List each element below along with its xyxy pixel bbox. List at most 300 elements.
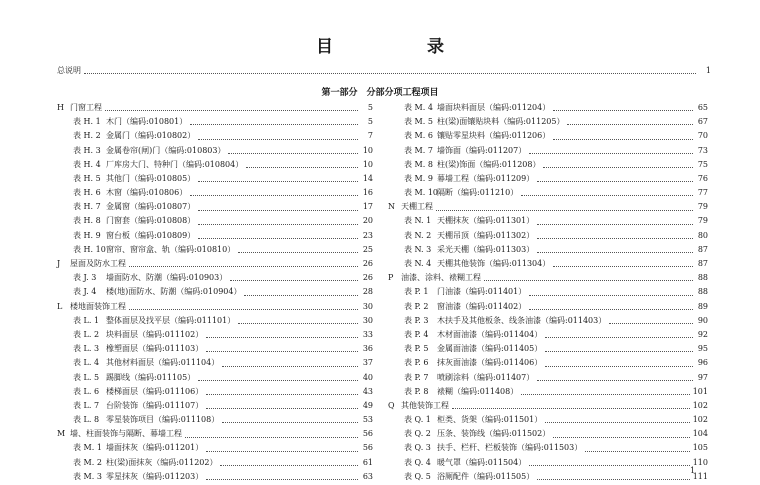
toc-entry-line[interactable] xyxy=(388,442,708,456)
toc-page-number: 87 xyxy=(697,244,708,254)
toc-entry-line[interactable] xyxy=(388,101,708,115)
toc-section-code: L xyxy=(57,301,63,311)
toc-entry-number: 表 M. 9 xyxy=(404,173,433,183)
toc-summary-line[interactable] xyxy=(57,64,711,78)
toc-entry-title: 浴厕配件（编码:011505） xyxy=(437,471,535,481)
toc-page-number: 104 xyxy=(692,429,708,439)
toc-leader-dots xyxy=(206,394,358,395)
toc-leader-dots xyxy=(244,295,358,296)
toc-leader-dots xyxy=(206,337,358,338)
toc-entry-label xyxy=(57,144,225,158)
toc-entry-label xyxy=(388,356,542,370)
toc-entry-line[interactable] xyxy=(57,413,373,427)
toc-page-number: 76 xyxy=(697,173,708,183)
toc-entry-label xyxy=(388,470,534,484)
toc-entry-number: 表 N. 2 xyxy=(404,230,432,240)
toc-entry-line[interactable] xyxy=(388,314,708,328)
toc-entry-label xyxy=(388,214,534,228)
toc-page-number: 40 xyxy=(362,372,373,382)
toc-entry-title: 天棚抹灰（编码:011301） xyxy=(437,216,535,226)
toc-entry-title: 橡塑面层（编码:011103） xyxy=(106,344,204,354)
toc-leader-dots xyxy=(545,366,693,367)
toc-leader-dots xyxy=(198,210,358,211)
toc-entry-number: 表 J. 3 xyxy=(73,273,97,283)
toc-entry-line[interactable] xyxy=(57,215,373,229)
toc-entry-label xyxy=(388,427,550,441)
toc-entry-title: 金属门（编码:010802） xyxy=(106,131,196,141)
toc-left-column xyxy=(57,101,373,484)
toc-section-code: N xyxy=(388,202,395,212)
toc-page-number: 92 xyxy=(697,329,708,339)
toc-section-label xyxy=(57,427,182,441)
toc-entry-label xyxy=(57,342,203,356)
toc-leader-dots xyxy=(198,181,358,182)
toc-page-number: 77 xyxy=(697,188,708,198)
toc-leader-dots xyxy=(521,195,693,196)
toc-entry-label xyxy=(388,243,534,257)
toc-entry-number: 表 P. 6 xyxy=(404,358,429,368)
toc-leader-dots xyxy=(553,110,693,111)
toc-leader-dots xyxy=(206,408,358,409)
toc-entry-label xyxy=(388,441,582,455)
toc-leader-dots xyxy=(529,309,693,310)
part-heading: 第一部分 分部分项工程项目 xyxy=(321,88,439,98)
toc-entry-line[interactable] xyxy=(388,129,708,143)
toc-entry-label xyxy=(388,342,542,356)
toc-page-number: 80 xyxy=(697,230,708,240)
toc-leader-dots xyxy=(190,195,358,196)
toc-entry-number: 表 N. 1 xyxy=(404,216,432,226)
toc-page-number: 73 xyxy=(697,145,708,155)
toc-entry-line[interactable] xyxy=(388,470,708,484)
toc-entry-title: 墙面抹灰（编码:011201） xyxy=(106,443,204,453)
toc-leader-dots xyxy=(206,451,358,452)
toc-leader-dots xyxy=(238,252,358,253)
toc-entry-title: 金属卷帘(闸)门（编码:010803） xyxy=(106,145,226,155)
toc-leader-dots xyxy=(206,351,358,352)
toc-page-number: 56 xyxy=(362,443,373,453)
toc-entry-label xyxy=(57,214,195,228)
toc-entry-title: 窗帘、窗帘盒、轨（编码:010810） xyxy=(106,244,236,254)
toc-page-number: 101 xyxy=(692,386,708,396)
toc-entry-number: 表 L. 7 xyxy=(73,400,100,410)
toc-entry-title: 柜类、货架（编码:011501） xyxy=(437,415,543,425)
toc-page-number: 36 xyxy=(362,344,373,354)
toc-entry-line[interactable] xyxy=(57,371,373,385)
toc-entry-label xyxy=(388,229,534,243)
toc-leader-dots xyxy=(246,167,358,168)
toc-entry-line[interactable] xyxy=(57,356,373,370)
toc-entry-title: 喷刷涂料（编码:011407） xyxy=(437,372,535,382)
toc-section-line[interactable] xyxy=(57,101,373,115)
toc-summary-label: 总说明 xyxy=(57,65,81,75)
toc-leader-dots xyxy=(436,210,693,211)
toc-entry-number: 表 P. 5 xyxy=(404,344,429,354)
toc-page-number: 87 xyxy=(697,259,708,269)
toc-entry-number: 表 P. 4 xyxy=(404,329,429,339)
toc-entry-line[interactable] xyxy=(388,456,708,470)
toc-page-number: 25 xyxy=(362,244,373,254)
toc-page-number: 111 xyxy=(692,471,708,481)
toc-entry-line[interactable] xyxy=(57,144,373,158)
toc-entry-title: 抹灰面油漆（编码:011406） xyxy=(437,358,543,368)
toc-entry-line[interactable] xyxy=(57,328,373,342)
toc-entry-line[interactable] xyxy=(57,200,373,214)
toc-entry-number: 表 M. 1 xyxy=(73,443,102,453)
toc-section-code: J xyxy=(57,259,61,269)
toc-page-number: 10 xyxy=(362,159,373,169)
toc-page-number: 5 xyxy=(367,117,373,127)
toc-page-number: 88 xyxy=(697,287,708,297)
toc-entry-number: 表 L. 5 xyxy=(73,372,100,382)
toc-entry-title: 墙面防水、防潮（编码:010903） xyxy=(106,273,228,283)
toc-leader-dots xyxy=(198,380,358,381)
toc-entry-title: 台阶装饰（编码:011107） xyxy=(106,400,204,410)
toc-entry-number: 表 L. 3 xyxy=(73,344,100,354)
toc-leader-dots xyxy=(230,280,358,281)
toc-entry-number: 表 L. 2 xyxy=(73,329,100,339)
toc-entry-label xyxy=(388,413,542,427)
toc-page-number: 102 xyxy=(692,415,708,425)
toc-page-number: 30 xyxy=(362,301,373,311)
toc-entry-number: 表 M. 7 xyxy=(404,145,433,155)
toc-page-number: 70 xyxy=(697,131,708,141)
toc-page-number: 89 xyxy=(697,301,708,311)
toc-entry-title: 木窗（编码:010806） xyxy=(106,188,188,198)
toc-leader-dots xyxy=(198,139,358,140)
toc-entry-label xyxy=(388,186,518,200)
toc-entry-number: 表 H. 3 xyxy=(73,145,101,155)
toc-page-number: 61 xyxy=(362,457,373,467)
toc-page-number: 65 xyxy=(697,102,708,112)
toc-page-number: 79 xyxy=(697,216,708,226)
toc-leader-dots xyxy=(84,73,696,74)
toc-entry-number: 表 M. 10 xyxy=(404,188,438,198)
toc-page-number: 75 xyxy=(697,159,708,169)
toc-page-number: 56 xyxy=(362,429,373,439)
toc-entry-line[interactable] xyxy=(57,158,373,172)
toc-section-code: Q xyxy=(388,400,395,410)
toc-entry-title: 窗油漆（编码:011402） xyxy=(437,301,527,311)
toc-entry-line[interactable] xyxy=(388,385,708,399)
toc-entry-line[interactable] xyxy=(57,314,373,328)
toc-entry-label xyxy=(388,115,564,129)
toc-entry-number: 表 M. 8 xyxy=(404,159,433,169)
toc-page-number: 110 xyxy=(692,457,708,467)
toc-entry-title: 压条、装饰线（编码:011502） xyxy=(437,429,551,439)
toc-page-number: 105 xyxy=(692,443,708,453)
toc-section-title: 楼地面装饰工程 xyxy=(70,301,126,311)
toc-entry-number: 表 M. 2 xyxy=(73,457,102,467)
toc-entry-line[interactable] xyxy=(388,342,708,356)
toc-entry-label xyxy=(57,441,203,455)
toc-leader-dots xyxy=(529,295,693,296)
toc-entry-label xyxy=(57,229,195,243)
toc-entry-title: 天棚吊顶（编码:011302） xyxy=(437,230,535,240)
toc-entry-line[interactable] xyxy=(388,285,708,299)
toc-entry-title: 厂库房大门、特种门（编码:010804） xyxy=(106,159,244,169)
toc-entry-line[interactable] xyxy=(57,342,373,356)
toc-leader-dots xyxy=(585,451,689,452)
toc-entry-line[interactable] xyxy=(388,413,708,427)
toc-entry-title: 踢脚线（编码:011105） xyxy=(106,372,196,382)
toc-entry-number: 表 Q. 4 xyxy=(404,457,431,467)
toc-leader-dots xyxy=(521,394,689,395)
toc-entry-line[interactable] xyxy=(57,442,373,456)
toc-page-number: 30 xyxy=(362,315,373,325)
toc-entry-number: 表 Q. 3 xyxy=(404,443,431,453)
toc-section-title: 墙、柱面装饰与隔断、幕墙工程 xyxy=(70,429,182,439)
toc-entry-title: 幕墙工程（编码:011209） xyxy=(437,173,535,183)
toc-entry-title: 镶贴零星块料（编码:011206） xyxy=(437,131,551,141)
toc-entry-number: 表 P. 1 xyxy=(404,287,429,297)
toc-leader-dots xyxy=(545,351,693,352)
toc-right-column xyxy=(388,101,708,484)
toc-page-number: 7 xyxy=(367,131,373,141)
toc-page-number: 10 xyxy=(362,145,373,155)
toc-entry-title: 木材面油漆（编码:011404） xyxy=(437,329,543,339)
toc-entry-line[interactable] xyxy=(57,399,373,413)
toc-section-label xyxy=(388,200,433,214)
toc-entry-label xyxy=(57,385,203,399)
toc-entry-line[interactable] xyxy=(388,427,708,441)
toc-entry-title: 采光天棚（编码:011303） xyxy=(437,244,535,254)
toc-entry-label xyxy=(57,285,241,299)
toc-entry-title: 木门（编码:010801） xyxy=(106,117,188,127)
toc-leader-dots xyxy=(529,153,693,154)
toc-page-number: 95 xyxy=(697,344,708,354)
toc-page-number: 90 xyxy=(697,315,708,325)
toc-leader-dots xyxy=(198,224,358,225)
toc-entry-title: 其他材料面层（编码:011104） xyxy=(106,358,220,368)
page-title: 目 录 xyxy=(316,37,488,57)
toc-page-number: 28 xyxy=(362,287,373,297)
toc-page-number: 33 xyxy=(362,329,373,339)
toc-section-title: 屋面及防水工程 xyxy=(70,259,126,269)
toc-entry-number: 表 H. 6 xyxy=(73,188,101,198)
toc-entry-label xyxy=(57,314,235,328)
toc-entry-title: 墙饰面（编码:011207） xyxy=(437,145,527,155)
toc-entry-label xyxy=(388,371,534,385)
toc-leader-dots xyxy=(129,309,358,310)
toc-entry-number: 表 P. 2 xyxy=(404,301,429,311)
toc-leader-dots xyxy=(185,437,358,438)
toc-entry-title: 柱(梁)饰面（编码:011208） xyxy=(437,159,541,169)
toc-entry-label xyxy=(57,371,195,385)
toc-entry-number: 表 N. 3 xyxy=(404,244,432,254)
toc-entry-line[interactable] xyxy=(57,129,373,143)
page-number: 1 xyxy=(690,466,696,475)
toc-entry-line[interactable] xyxy=(388,172,708,186)
toc-section-line[interactable] xyxy=(388,271,708,285)
toc-entry-line[interactable] xyxy=(388,243,708,257)
toc-entry-title: 零星抹灰（编码:011203） xyxy=(106,471,204,481)
toc-entry-number: 表 Q. 2 xyxy=(404,429,431,439)
toc-entry-number: 表 P. 3 xyxy=(404,315,429,325)
toc-section-code: H xyxy=(57,102,64,112)
toc-page-number: 5 xyxy=(367,102,373,112)
toc-section-code: M xyxy=(57,429,66,439)
toc-page-number: 97 xyxy=(697,372,708,382)
toc-entry-label xyxy=(388,328,542,342)
toc-entry-title: 门油漆（编码:011401） xyxy=(437,287,527,297)
toc-entry-label xyxy=(388,385,518,399)
toc-entry-line[interactable] xyxy=(57,456,373,470)
toc-page-number: 88 xyxy=(697,273,708,283)
toc-entry-title: 窗台板（编码:010809） xyxy=(106,230,196,240)
toc-entry-line[interactable] xyxy=(388,371,708,385)
toc-page-number: 67 xyxy=(697,117,708,127)
toc-leader-dots xyxy=(105,110,358,111)
toc-entry-label xyxy=(388,144,526,158)
toc-entry-label xyxy=(388,456,526,470)
toc-entry-title: 其他门（编码:010805） xyxy=(106,173,196,183)
toc-leader-dots xyxy=(537,479,689,480)
toc-entry-line[interactable] xyxy=(57,470,373,484)
toc-section-line[interactable] xyxy=(57,427,373,441)
toc-leader-dots xyxy=(553,266,693,267)
toc-entry-line[interactable] xyxy=(388,115,708,129)
toc-page-number: 20 xyxy=(362,216,373,226)
toc-section-label xyxy=(388,271,481,285)
toc-entry-title: 块料面层（编码:011102） xyxy=(106,329,204,339)
toc-entry-title: 门窗套（编码:010808） xyxy=(106,216,196,226)
toc-page-number: 26 xyxy=(362,273,373,283)
toc-entry-number: 表 L. 6 xyxy=(73,386,100,396)
toc-entry-line[interactable] xyxy=(57,172,373,186)
toc-entry-title: 裱糊（编码:011408） xyxy=(437,386,519,396)
toc-entry-label xyxy=(57,243,235,257)
toc-section-line[interactable] xyxy=(388,200,708,214)
toc-entry-label xyxy=(388,158,540,172)
toc-section-label xyxy=(57,101,102,115)
toc-entry-label xyxy=(57,271,227,285)
toc-entry-number: 表 H. 7 xyxy=(73,202,101,212)
toc-section-title: 门窗工程 xyxy=(70,102,102,112)
toc-entry-title: 柱(梁)面抹灰（编码:011202） xyxy=(106,457,218,467)
toc-entry-label xyxy=(388,285,526,299)
toc-entry-line[interactable] xyxy=(388,328,708,342)
toc-entry-number: 表 L. 4 xyxy=(73,358,100,368)
toc-entry-label xyxy=(388,300,526,314)
toc-leader-dots xyxy=(537,224,693,225)
toc-entry-title: 柱(梁)面镶贴块料（编码:011205） xyxy=(437,117,565,127)
toc-leader-dots xyxy=(129,266,358,267)
toc-entry-line[interactable] xyxy=(388,300,708,314)
toc-entry-label xyxy=(388,172,534,186)
toc-section-title: 天棚工程 xyxy=(401,202,433,212)
toc-entry-line[interactable] xyxy=(388,144,708,158)
toc-entry-number: 表 H. 1 xyxy=(73,117,101,127)
toc-entry-line[interactable] xyxy=(57,115,373,129)
toc-leader-dots xyxy=(529,465,689,466)
toc-section-line[interactable] xyxy=(57,300,373,314)
toc-section-label xyxy=(57,257,126,271)
toc-leader-dots xyxy=(553,437,689,438)
toc-entry-number: 表 P. 8 xyxy=(404,386,429,396)
toc-leader-dots xyxy=(484,280,693,281)
toc-leader-dots xyxy=(537,181,693,182)
toc-leader-dots xyxy=(206,479,358,480)
toc-entry-number: 表 L. 8 xyxy=(73,415,100,425)
toc-entry-line[interactable] xyxy=(388,257,708,271)
toc-leader-dots xyxy=(220,465,358,466)
toc-section-title: 其他装饰工程 xyxy=(401,400,449,410)
toc-entry-number: 表 M. 5 xyxy=(404,117,433,127)
toc-entry-line[interactable] xyxy=(57,186,373,200)
toc-section-label xyxy=(388,399,449,413)
toc-entry-line[interactable] xyxy=(57,229,373,243)
toc-page-number: 26 xyxy=(362,259,373,269)
toc-entry-line[interactable] xyxy=(388,229,708,243)
toc-summary-page: 1 xyxy=(705,65,711,75)
toc-entry-title: 楼(地)面防水、防潮（编码:010904） xyxy=(106,287,242,297)
toc-leader-dots xyxy=(537,380,693,381)
toc-entry-line[interactable] xyxy=(388,186,708,200)
toc-entry-label xyxy=(57,413,219,427)
toc-entry-line[interactable] xyxy=(388,158,708,172)
toc-entry-title: 楼梯面层（编码:011106） xyxy=(106,386,204,396)
toc-entry-title: 零星装饰项目（编码:011108） xyxy=(106,415,220,425)
toc-page-number: 49 xyxy=(362,400,373,410)
toc-leader-dots xyxy=(198,238,358,239)
toc-entry-label xyxy=(57,172,195,186)
toc-leader-dots xyxy=(545,422,689,423)
toc-entry-number: 表 Q. 1 xyxy=(404,415,431,425)
toc-page-number: 14 xyxy=(362,173,373,183)
toc-leader-dots xyxy=(609,323,693,324)
toc-entry-number: 表 H. 9 xyxy=(73,230,101,240)
toc-leader-dots xyxy=(543,167,693,168)
toc-page-number: 23 xyxy=(362,230,373,240)
toc-page-number: 63 xyxy=(362,471,373,481)
toc-page-number: 53 xyxy=(362,415,373,425)
toc-entry-number: 表 L. 1 xyxy=(73,315,100,325)
toc-entry-line[interactable] xyxy=(57,271,373,285)
toc-leader-dots xyxy=(553,139,693,140)
toc-section-line[interactable] xyxy=(388,399,708,413)
toc-entry-number: 表 M. 4 xyxy=(404,102,433,112)
toc-entry-label xyxy=(57,200,195,214)
toc-entry-line[interactable] xyxy=(388,356,708,370)
toc-entry-label xyxy=(57,456,217,470)
toc-leader-dots xyxy=(537,252,693,253)
toc-entry-title: 天棚其他装饰（编码:011304） xyxy=(437,259,551,269)
toc-entry-line[interactable] xyxy=(57,285,373,299)
toc-leader-dots xyxy=(567,124,693,125)
toc-entry-line[interactable] xyxy=(57,385,373,399)
toc-section-code: P xyxy=(388,273,394,283)
toc-entry-number: 表 M. 3 xyxy=(73,471,102,481)
toc-entry-label xyxy=(388,129,550,143)
toc-page-number: 96 xyxy=(697,358,708,368)
toc-entry-title: 墙面块料面层（编码:011204） xyxy=(437,102,551,112)
toc-entry-line[interactable] xyxy=(388,215,708,229)
toc-leader-dots xyxy=(228,153,358,154)
toc-entry-number: 表 H. 5 xyxy=(73,173,101,183)
toc-section-line[interactable] xyxy=(57,257,373,271)
toc-entry-line[interactable] xyxy=(57,243,373,257)
toc-entry-label xyxy=(57,186,187,200)
toc-leader-dots xyxy=(545,337,693,338)
toc-entry-label xyxy=(57,399,203,413)
toc-entry-title: 隔断（编码:011210） xyxy=(437,188,519,198)
toc-entry-number: 表 M. 6 xyxy=(404,131,433,141)
toc-entry-number: 表 H. 2 xyxy=(73,131,101,141)
toc-entry-label xyxy=(388,101,550,115)
toc-entry-number: 表 H. 4 xyxy=(73,159,101,169)
toc-entry-number: 表 J. 4 xyxy=(73,287,97,297)
